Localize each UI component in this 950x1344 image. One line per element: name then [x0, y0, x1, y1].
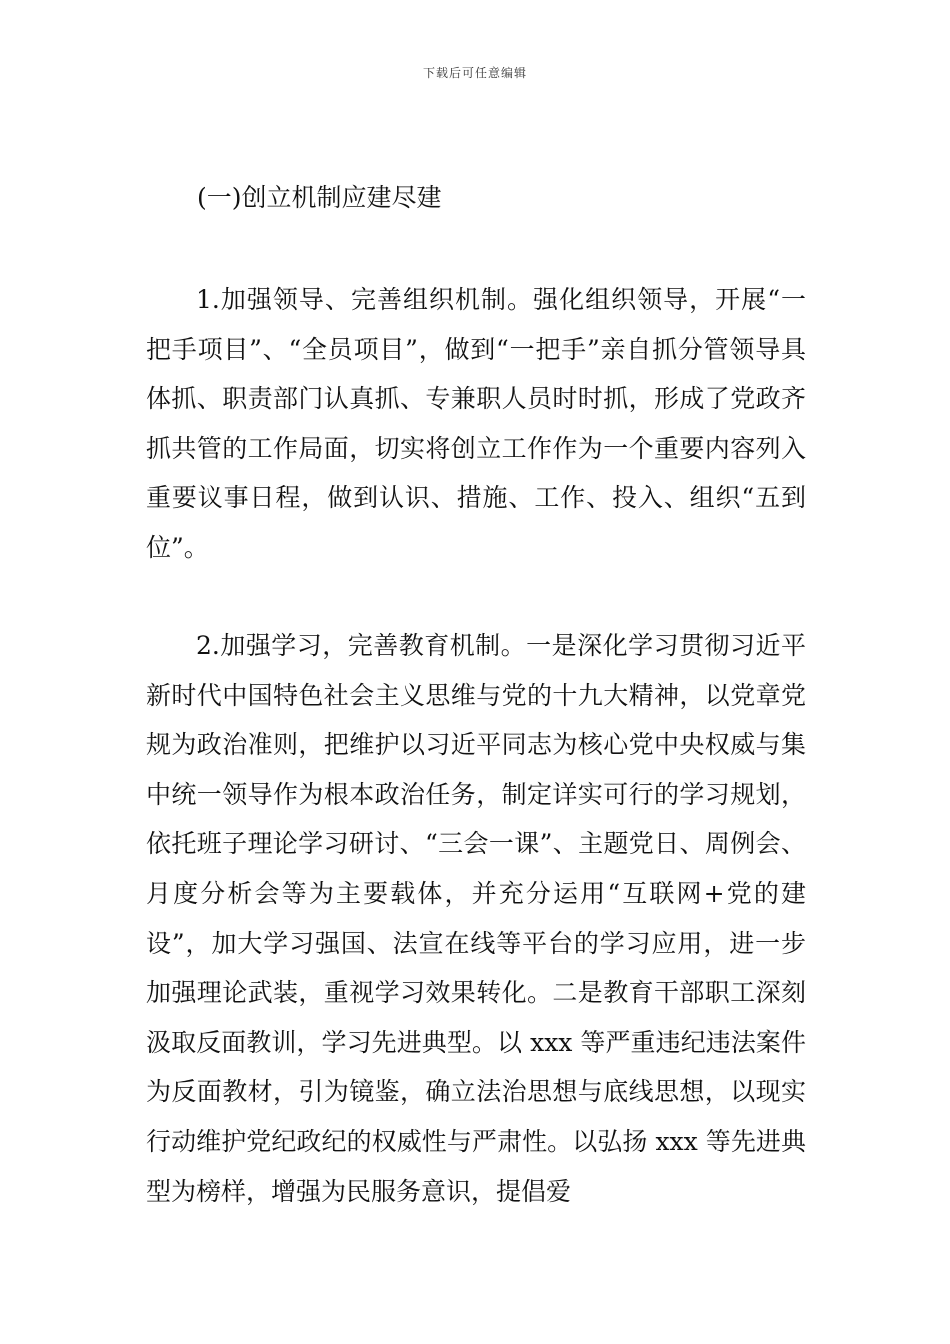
page-header-note: 下载后可任意编辑: [422, 66, 527, 80]
section-heading: (一)创立机制应建尽建: [197, 183, 442, 212]
paragraph-education: 2.加强学习，完善教育机制。一是深化学习贯彻习近平新时代中国特色社会主义思维与党的十九大精神，以党章党规为政治准则，把维护以习近平同志为核心党中央权威与集中统一领导作为根本政治任务，制定详实可行的学习规划，依托班子理论学习研讨、“三会一课”、主题党日、周例会、月度分析会等为主要载体，并充分运用“互联网+党的建设”，加大学习强国、法宣在线等平台的学习应用，进一步加强理论武装，重视学习效果转化。二是教育干部职工深刻汲取反面教训，学习先进典型。以 xxx 等严重违纪违法案件为反面教材，引为镜鉴，确立法治思想与底线思想，以现实行动维护党纪政纪的权威性与严肃性。以弘扬 xxx 等先进典型为榜样，增强为民服务意识，提倡爱: [146, 631, 806, 1206]
paragraph-leadership: 1.加强领导、完善组织机制。强化组织领导，开展“一把手项目”、“全员项目”，做到“一把手”亲自抓分管领导具体抓、职责部门认真抓、专兼职人员时时抓，形成了党政齐抓共管的工作局面，切实将创立工作作为一个重要内容列入重要议事日程，做到认识、措施、工作、投入、组织“五到位”。: [146, 285, 806, 562]
